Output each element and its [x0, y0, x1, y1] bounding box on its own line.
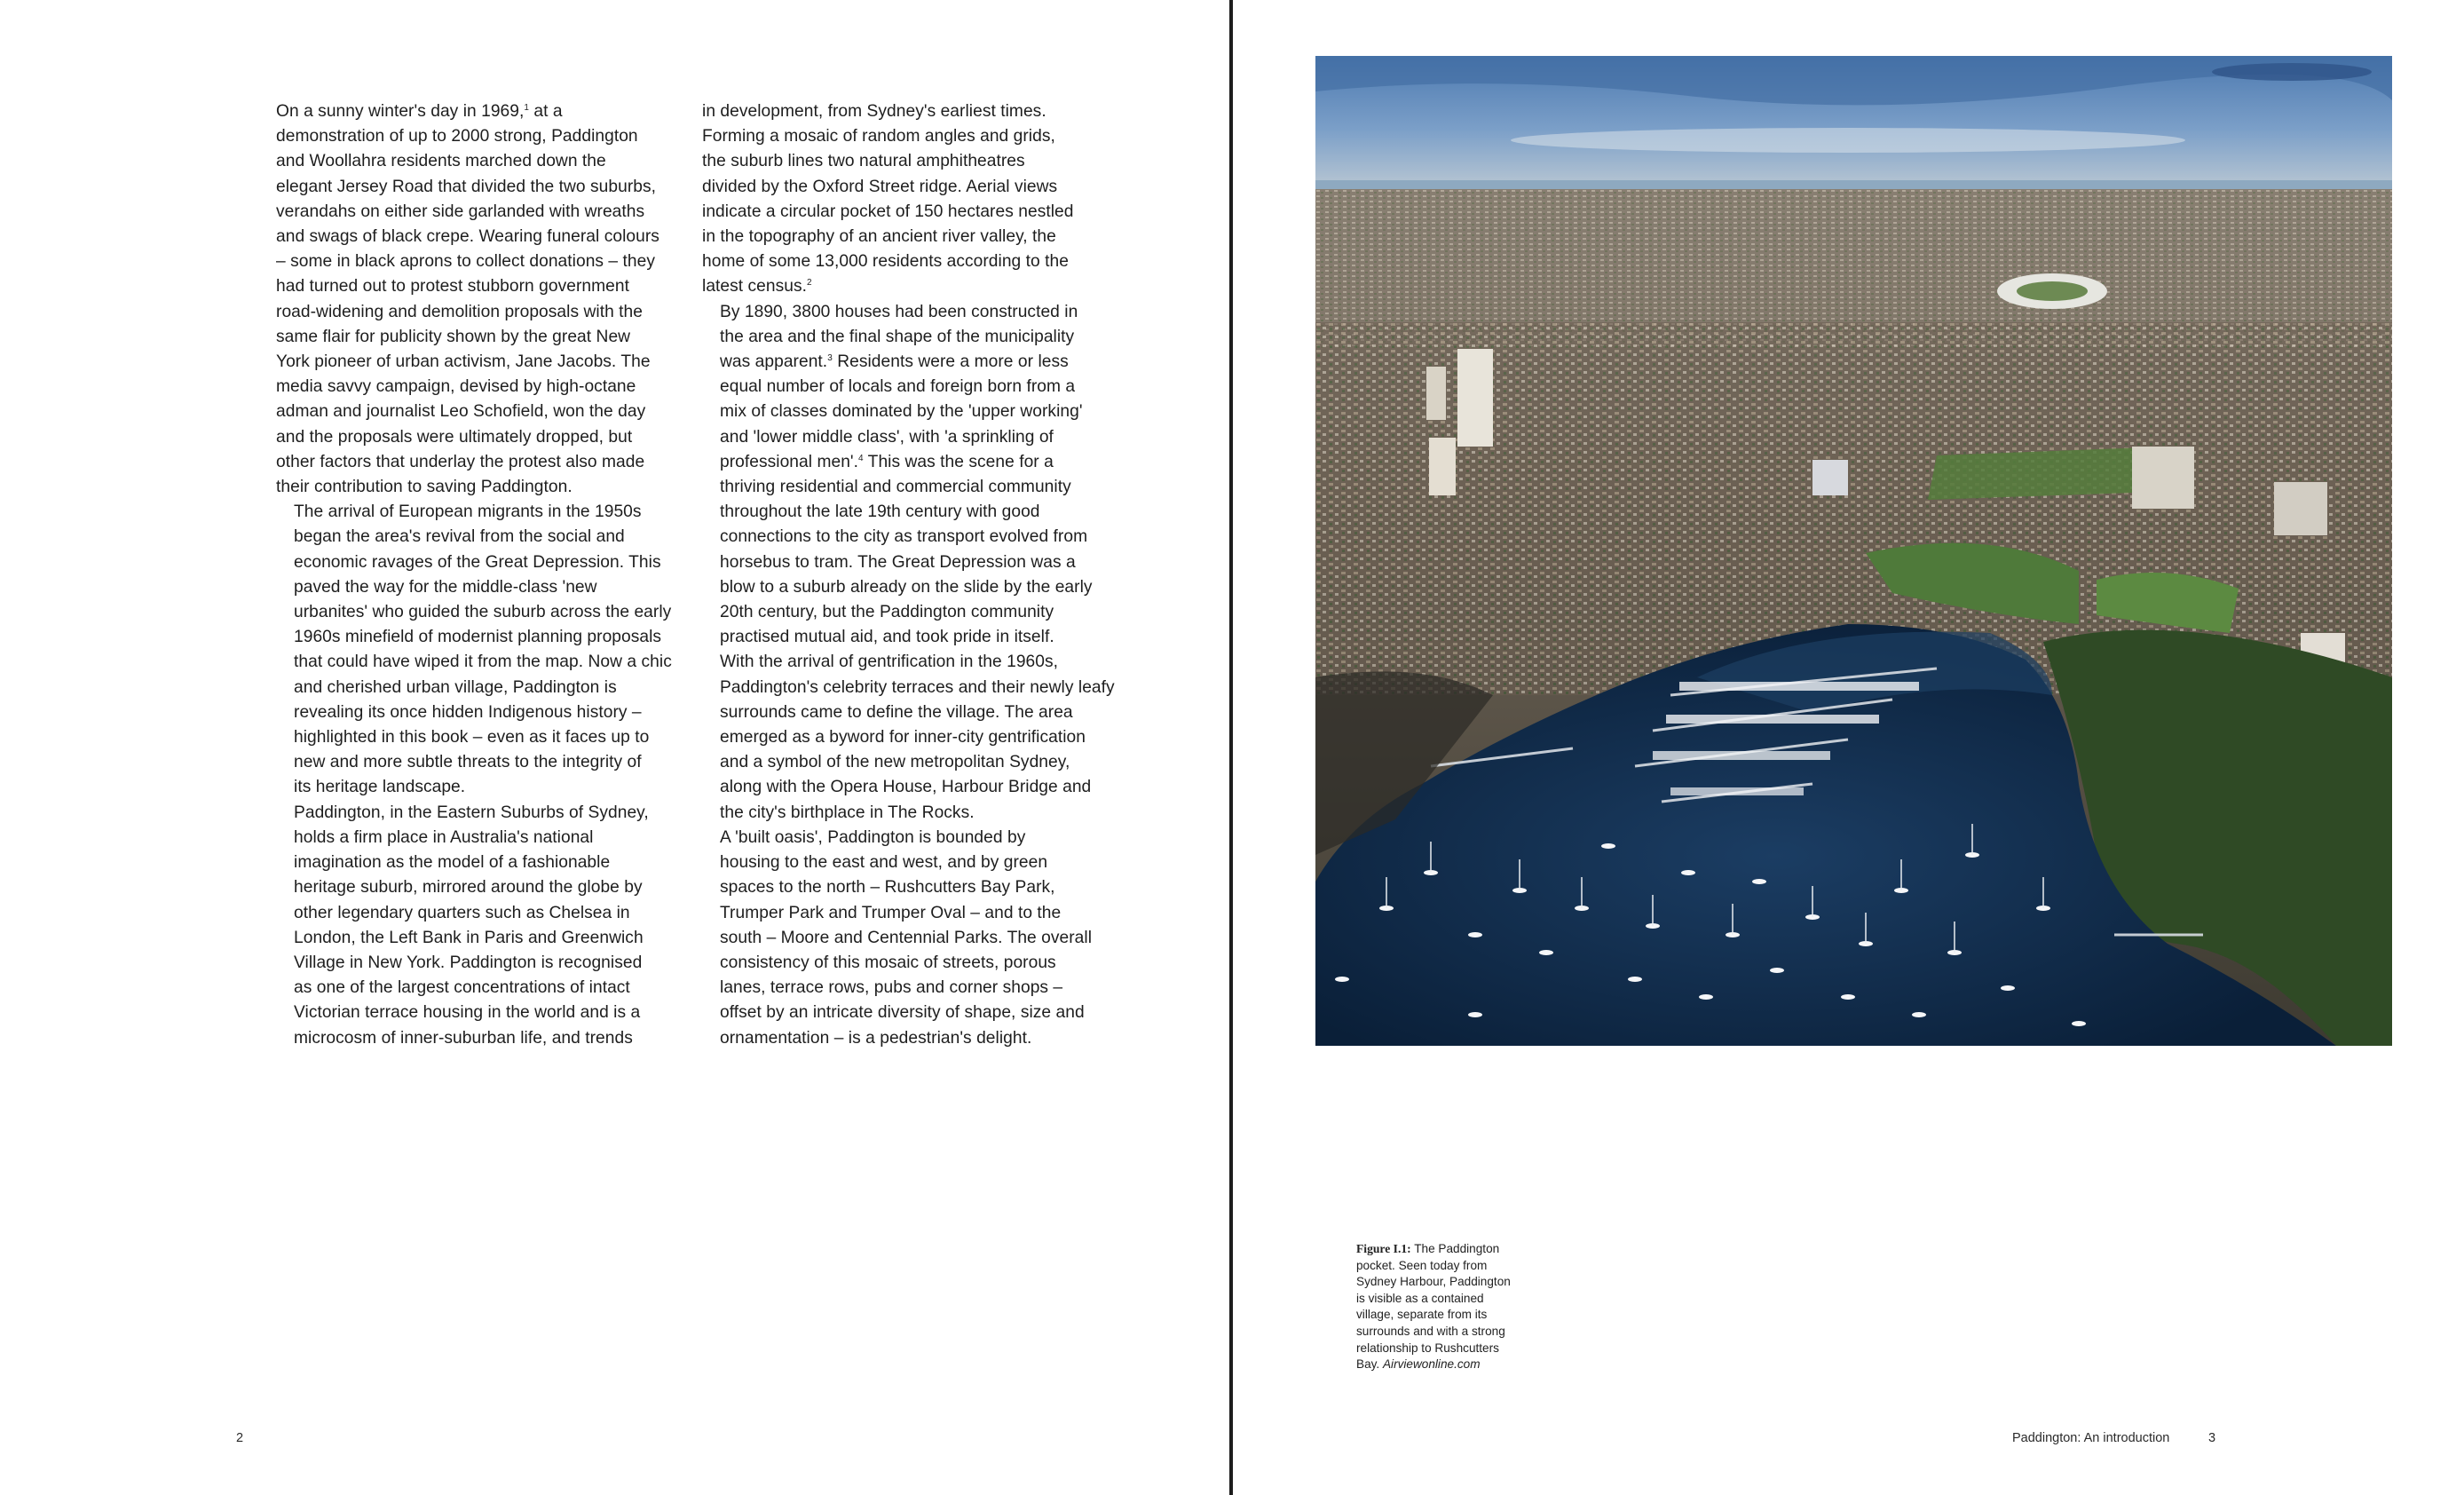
- text-line: spaces to the north – Rushcutters Bay Park,: [720, 878, 1055, 898]
- caption-text: is visible as a contained: [1356, 1291, 1484, 1305]
- column-2-paragraph: [702, 300, 1119, 826]
- text-line: highlighted in this book – even as it faces up to: [294, 728, 650, 748]
- text-line: equal number of locals and foreign born from a: [720, 377, 1076, 397]
- text-line: Paddington, in the Eastern Suburbs of Sydney,: [294, 803, 649, 822]
- left-page: [0, 0, 1229, 1495]
- page-number-left: 2: [236, 1431, 244, 1445]
- text-line: demonstration of up to 2000 strong, Paddington: [276, 127, 638, 146]
- text-line: horsebus to tram. The Great Depression was a: [720, 552, 1076, 572]
- text-line: and swags of black crepe. Wearing funeral colours: [276, 227, 659, 247]
- text-line: was apparent.$^3$ Residents were a more or less: [720, 352, 1069, 372]
- text-line: began the area's revival from the social and: [294, 527, 625, 547]
- caption-line: [1356, 1274, 1552, 1291]
- text-line: A 'built oasis', Paddington is bounded by: [720, 827, 1026, 847]
- text-column-1: [276, 99, 684, 1051]
- text-line: media savvy campaign, devised by high-octane: [276, 377, 636, 397]
- text-line: in the topography of an ancient river valley, the: [702, 227, 1056, 247]
- text-line: home of some 13,000 residents according to the: [702, 252, 1069, 272]
- text-line: Forming a mosaic of random angles and grids,: [702, 127, 1055, 146]
- text-line: road-widening and demolition proposals with the: [276, 302, 643, 321]
- caption-line: [1356, 1307, 1552, 1324]
- text-line: microcosm of inner-suburban life, and trends: [294, 1028, 633, 1048]
- caption-line: [1356, 1291, 1552, 1308]
- text-line: paved the way for the middle-class 'new: [294, 577, 597, 597]
- text-line: elegant Jersey Road that divided the two suburbs,: [276, 177, 657, 196]
- caption-text: surrounds and with a strong: [1356, 1324, 1505, 1338]
- text-line: 20th century, but the Paddington community: [720, 603, 1054, 622]
- text-line: mix of classes dominated by the 'upper working': [720, 402, 1083, 422]
- text-line: and Woollahra residents marched down the: [276, 152, 606, 171]
- text-line: same flair for publicity shown by the great New: [276, 327, 631, 346]
- text-line: that could have wiped it from the map. Now a chic: [294, 653, 672, 672]
- text-line: 1960s minefield of modernist planning proposals: [294, 628, 662, 647]
- footnote-marker: 1: [524, 103, 530, 113]
- text-line: Trumper Park and Trumper Oval – and to the: [720, 903, 1062, 922]
- text-line: offset by an intricate diversity of shape, size and: [720, 1003, 1085, 1023]
- caption-text: relationship to Rushcutters: [1356, 1341, 1499, 1355]
- text-column-2: [702, 99, 1119, 1051]
- text-line: thriving residential and commercial community: [720, 478, 1071, 497]
- text-line: blow to a suburb already on the slide by the early: [720, 577, 1093, 597]
- text-line: and a symbol of the new metropolitan Sydney,: [720, 753, 1070, 772]
- text-line: Paddington's celebrity terraces and their newly leafy: [720, 677, 1115, 697]
- figure-label: Figure I.1:: [1356, 1242, 1411, 1255]
- text-line: economic ravages of the Great Depression. This: [294, 552, 661, 572]
- running-head: Paddington: An introduction: [2012, 1431, 2170, 1445]
- caption-line: [1356, 1241, 1552, 1258]
- text-line: latest census.$^2$: [702, 277, 812, 297]
- text-line: housing to the east and west, and by green: [720, 853, 1048, 873]
- text-line: its heritage landscape.: [294, 778, 466, 797]
- column-1-paragraph: [276, 99, 684, 500]
- text-line: along with the Opera House, Harbour Bridge and: [720, 778, 1092, 797]
- figure-caption: [1356, 1241, 1552, 1373]
- text-line: in development, from Sydney's earliest times.: [702, 102, 1046, 121]
- caption-text: Bay.: [1356, 1357, 1380, 1372]
- text-line: London, the Left Bank in Paris and Greenwich: [294, 928, 644, 947]
- caption-text: village, separate from its: [1356, 1308, 1488, 1322]
- caption-line: [1356, 1341, 1552, 1357]
- text-line: other legendary quarters such as Chelsea in: [294, 903, 630, 922]
- text-line: and the proposals were ultimately dropped, but: [276, 427, 633, 447]
- text-line: adman and journalist Leo Schofield, won the day: [276, 402, 646, 422]
- text-line: emerged as a byword for inner-city gentrification: [720, 728, 1086, 748]
- text-line: By 1890, 3800 houses had been constructed in: [720, 302, 1078, 321]
- text-line: urbanites' who guided the suburb across the early: [294, 603, 672, 622]
- text-line: York pioneer of urban activism, Jane Jacobs. The: [276, 352, 651, 372]
- text-line: On a sunny winter's day in 1969,$^1$ at a: [276, 102, 563, 121]
- aerial-photo-icon: [1315, 56, 2392, 1046]
- text-line: the city's birthplace in The Rocks.: [720, 803, 975, 822]
- text-line: and 'lower middle class', with 'a sprinkling of: [720, 427, 1054, 447]
- text-line: new and more subtle threats to the integrity of: [294, 753, 642, 772]
- text-line: throughout the late 19th century with good: [720, 502, 1040, 522]
- footnote-marker: 3: [827, 353, 833, 364]
- caption-text: The Paddington: [1414, 1242, 1500, 1255]
- text-line: divided by the Oxford Street ridge. Aerial views: [702, 177, 1058, 196]
- column-1-paragraph: [276, 500, 684, 800]
- text-line: other factors that underlay the protest also made: [276, 452, 645, 471]
- text-line: the area and the final shape of the municipality: [720, 327, 1075, 346]
- text-line: and cherished urban village, Paddington is: [294, 677, 617, 697]
- text-line: Victorian terrace housing in the world and is a: [294, 1003, 641, 1023]
- column-1-paragraph: [276, 801, 684, 1051]
- text-line: the suburb lines two natural amphitheatres: [702, 152, 1025, 171]
- text-line: lanes, terrace rows, pubs and corner shops –: [720, 978, 1063, 998]
- caption-line: [1356, 1357, 1552, 1373]
- text-line: Village in New York. Paddington is recognised: [294, 953, 643, 972]
- text-line: as one of the largest concentrations of intact: [294, 978, 630, 998]
- text-line: ornamentation – is a pedestrian's delight.: [720, 1028, 1032, 1048]
- footnote-marker: 4: [858, 453, 864, 463]
- text-line: surrounds came to define the village. The area: [720, 702, 1073, 722]
- column-2-paragraph: [702, 99, 1119, 300]
- text-line: The arrival of European migrants in the 1950s: [294, 502, 642, 522]
- photo-credit: Airviewonline.com: [1382, 1357, 1481, 1372]
- book-spine-divider: [1229, 0, 1233, 1495]
- text-line: With the arrival of gentrification in the 1960s,: [720, 653, 1059, 672]
- text-line: consistency of this mosaic of streets, porous: [720, 953, 1056, 972]
- caption-text: pocket. Seen today from: [1356, 1258, 1488, 1272]
- text-line: had turned out to protest stubborn government: [276, 277, 629, 297]
- caption-line: [1356, 1324, 1552, 1341]
- text-line: connections to the city as transport evolved from: [720, 527, 1088, 547]
- text-line: – some in black aprons to collect donations – they: [276, 252, 656, 272]
- text-line: their contribution to saving Paddington.: [276, 478, 573, 497]
- page-number-right: 3: [2208, 1431, 2216, 1445]
- aerial-photo: [1315, 56, 2392, 1046]
- caption-line: [1356, 1258, 1552, 1275]
- text-line: indicate a circular pocket of 150 hectares nestled: [702, 202, 1074, 221]
- text-line: heritage suburb, mirrored around the globe by: [294, 878, 643, 898]
- text-line: practised mutual aid, and took pride in itself.: [720, 628, 1054, 647]
- footnote-marker: 2: [807, 278, 812, 289]
- column-2-paragraph: [702, 826, 1119, 1051]
- right-page: [1234, 0, 2464, 1495]
- text-line: imagination as the model of a fashionable: [294, 853, 611, 873]
- caption-text: Sydney Harbour, Paddington: [1356, 1275, 1511, 1289]
- text-line: south – Moore and Centennial Parks. The overall: [720, 928, 1093, 947]
- text-line: verandahs on either side garlanded with wreaths: [276, 202, 645, 221]
- text-line: professional men'.$^4$ This was the scene for a: [720, 452, 1054, 471]
- text-line: revealing its once hidden Indigenous history –: [294, 702, 642, 722]
- text-line: holds a firm place in Australia's national: [294, 827, 594, 847]
